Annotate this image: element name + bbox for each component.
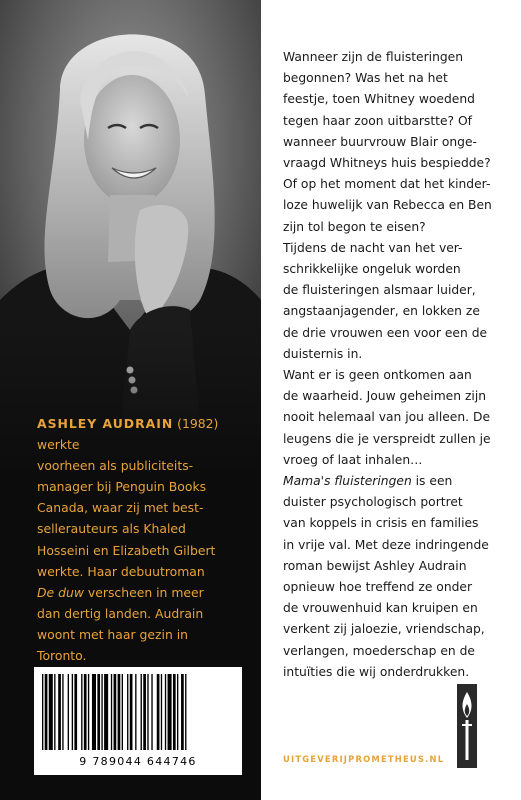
barcode-bar (97, 674, 100, 750)
blurb-line: de waarheid. Jouw geheimen zijn (283, 389, 487, 404)
blurb-line: wanneer buurvrouw Blair onge- (283, 134, 477, 149)
blurb-line: intuïties die wij onderdrukken. (283, 664, 470, 679)
blurb-line: begonnen? Was het na het (283, 71, 448, 86)
barcode-bar (68, 674, 69, 750)
bio-line: werkte. Haar debuutroman (37, 563, 205, 579)
barcode-bar (181, 674, 184, 750)
blurb-line: feestje, toen Whitney woedend (283, 92, 475, 107)
barcode-bar (111, 674, 112, 750)
barcode-bar (58, 674, 61, 750)
blurb-line: opnieuw hoe treffend ze onder (283, 580, 473, 595)
blurb-line: duister psychologisch portret (283, 495, 463, 510)
barcode-bar (173, 674, 176, 750)
barcode-bar (143, 674, 146, 750)
barcode-bar (101, 674, 102, 750)
blurb-line: leugens die je verspreidt zullen je (283, 431, 491, 446)
bio-line: manager bij Penguin Books (37, 479, 207, 495)
blurb-line: van koppels in crisis en families (283, 516, 479, 531)
blurb-line: verkent zij jaloezie, vriendschap, (283, 622, 485, 637)
barcode-bar (42, 674, 43, 750)
blurb-line: de drie vrouwen een voor een de (283, 325, 488, 340)
barcode-bar (104, 674, 108, 750)
book-blurb (283, 47, 515, 683)
barcode-bar (177, 674, 178, 750)
barcode-bar (118, 674, 121, 750)
isbn-number: 9 789044 644746 (79, 755, 197, 768)
author-photo (0, 0, 261, 480)
blurb-line: in vrije val. Met deze indringende (283, 537, 489, 552)
author-name: ASHLEY AUDRAIN (37, 416, 174, 431)
blurb-line: verlangen, moederschap en de (283, 643, 475, 658)
barcode-bar (92, 674, 96, 750)
blurb-line: vraagd Whitneys huis bespiedde? (283, 156, 491, 171)
blurb-line: schrikkelijke ongeluk worden (283, 262, 461, 277)
barcode-bar (151, 674, 152, 750)
barcode-bar (45, 674, 48, 750)
barcode-bar (74, 674, 77, 750)
bio-line: dan dertig landen. Audrain (37, 605, 204, 621)
bio-line: (1982) werkte (37, 416, 219, 453)
bio-line: voorheen als publiciteits- (37, 458, 194, 474)
barcode-bar (130, 674, 133, 750)
debut-title: De duw (37, 584, 84, 600)
barcode-bar (54, 674, 55, 750)
blurb-line: zijn tol begon te eisen? (283, 219, 426, 234)
barcode-bar (135, 674, 136, 750)
barcode-bar (161, 674, 162, 750)
barcode-bar (72, 674, 73, 750)
barcode (34, 667, 242, 775)
bio-line: sellerauteurs als Khaled (37, 521, 186, 537)
blurb-line: tegen haar zoon uitbarstte? Of (283, 113, 472, 128)
blurb-line: nooit helemaal van jou alleen. De (283, 410, 491, 425)
barcode-bar (127, 674, 128, 750)
publisher-website: UITGEVERIJPROMETHEUS.NL (283, 754, 445, 764)
bio-line: verscheen in meer (83, 584, 204, 600)
bio-line: woont met haar gezin in (37, 626, 189, 642)
blurb-line: Tijdens de nacht van het ver- (283, 240, 463, 255)
barcode-bar (49, 674, 53, 750)
barcode-bar (185, 674, 186, 750)
barcode-bar (88, 674, 89, 750)
blurb-line: loze huwelijk van Rebecca en Ben (283, 198, 492, 213)
blurb-line: Wanneer zijn de fluisteringen (283, 50, 464, 64)
blurb-line: Of op het moment dat het kinder- (283, 177, 491, 192)
blurb-line: roman bewijst Ashley Audrain (283, 558, 467, 573)
author-bio (37, 413, 257, 666)
barcode-bar (147, 674, 148, 750)
blurb-line: angstaanjagender, en lokken ze (283, 304, 480, 319)
blurb-line: de vrouwenhuid kan kruipen en (283, 601, 478, 616)
bio-line: Canada, waar zij met best- (37, 500, 204, 516)
blurb-panel (261, 0, 521, 800)
barcode-bar (84, 674, 87, 750)
blurb-line: Want er is geen ontkomen aan (283, 368, 472, 383)
book-title: Mama's fluisteringen (283, 474, 412, 489)
barcode-bar (62, 674, 63, 750)
barcode-bar (168, 674, 172, 750)
barcode-bar (165, 674, 166, 750)
bio-line: Toronto. (37, 648, 87, 664)
prometheus-logo-icon (457, 684, 477, 768)
barcode-bar (141, 674, 142, 750)
blurb-line: duisternis in. (283, 346, 363, 361)
blurb-line: is een (411, 474, 453, 489)
barcode-bars (40, 674, 236, 750)
bio-line: Hosseini en Elizabeth Gilbert (37, 542, 216, 558)
barcode-bar (114, 674, 117, 750)
barcode-bar (122, 674, 123, 750)
barcode-bar (157, 674, 160, 750)
barcode-bar (81, 674, 82, 750)
blurb-line: de fluisteringen alsmaar luider, (283, 283, 476, 298)
blurb-line: vroeg of laat inhalen… (283, 452, 423, 467)
